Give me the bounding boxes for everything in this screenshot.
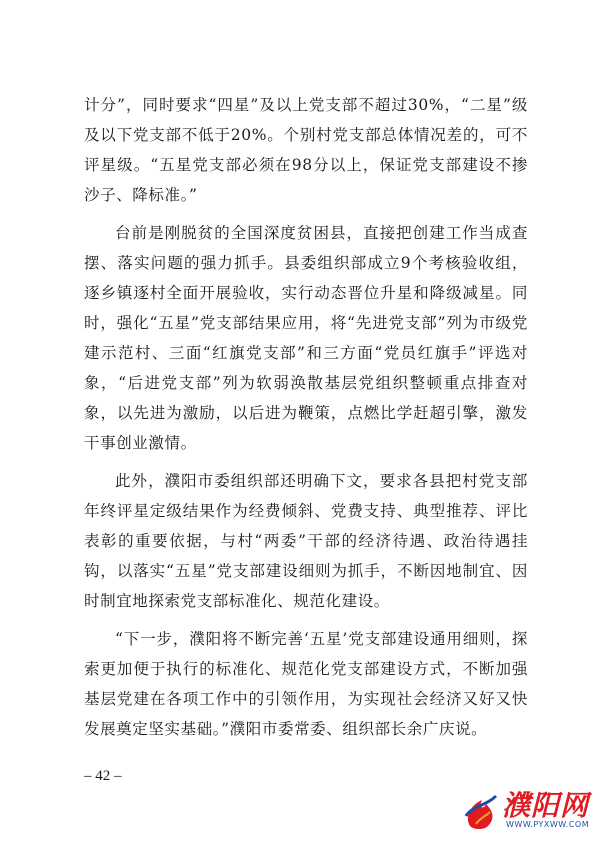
watermark-title: 濮阳网: [502, 789, 590, 822]
paragraph-2: 台前是刚脱贫的全国深度贫困县，直接把创建工作当成查摆、落实问题的强力抓手。县委组织部成立9个考核验收组，逐乡镇逐村全面开展验收，实行动态晋位升星和降级减星。同时，强化“五星”党支部结果应用，将“先进党支部”列为市级党建示范村、三面“红旗党支部”和三方面“党员红旗手”评选对象，“后进党支部”列为软弱涣散基层党组织整顿重点排查对象，以先进为激励，以后进为鞭策，点燃比学赶超引擎，激发干事创业激情。: [84, 224, 528, 452]
document-body: [84, 90, 528, 752]
page-number: – 42 –: [84, 768, 122, 784]
paragraph-3: 此外，濮阳市委组织部还明确下文，要求各县把村党支部年终评星定级结果作为经费倾斜、党费支持、典型推荐、评比表彰的重要依据，与村“两委”干部的经济待遇、政治待遇挂钩，以落实“五星”党支部建设细则为抓手，不断因地制宜、因时制宜地探索党支部标准化、规范化建设。: [84, 472, 528, 610]
paragraph-1: 计分”，同时要求“四星”及以上党支部不超过30%，“二星”级及以下党支部不低于20%。个别村党支部总体情况差的，可不评星级。“五星党支部必须在98分以上，保证党支部建设不掺沙子、降标准。”: [84, 96, 528, 204]
site-watermark: [462, 782, 592, 842]
paragraph-4: “下一步，濮阳将不断完善‘五星’党支部建设通用细则，探索更加便于执行的标准化、规范化党支部建设方式，不断加强基层党建在各项工作中的引领作用，为实现社会经济又好又快发展奠定坚实基础。”濮阳市委常委、组织部长余广庆说。: [84, 630, 528, 738]
watermark-url: WWW.PYXWW.COM: [506, 820, 590, 829]
flame-logo-icon: [462, 786, 502, 830]
